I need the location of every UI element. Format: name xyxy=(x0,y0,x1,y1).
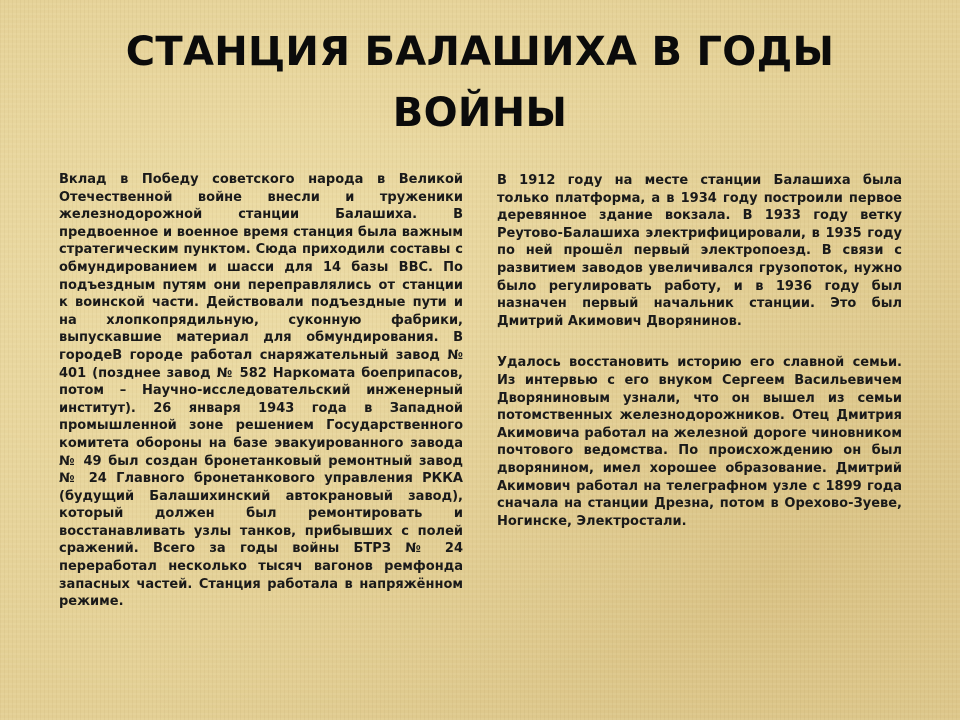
right-column-paragraph-2: Удалось восстановить историю его славной семьи. Из интервью с его внуком Сергеем Васильевичем Дворяниновым узнали, что он вышел из семьи потомственных железнодорожников. Отец Дмитрия Акимовича работал на железной дороге чиновником почтового ведомства. По происхождению он был дворянином, имел хорошее образование. Дмитрий Акимович работал на телеграфном узле с 1899 года сначала на станции Дрезна, потом в Орехово-Зуеве, Ногинске, Электростали. xyxy=(497,355,902,529)
right-column-paragraph-1: В 1912 году на месте станции Балашиха была только платформа, а в 1934 году построили первое деревянное здание вокзала. В 1933 году ветку Реутово-Балашиха электрифицировали, в 1935 году по ней прошёл первый электропоезд. В связи с развитием заводов увеличивался грузопоток, нужно было регулировать работу, и в 1936 году был назначен первый начальник станции. Это был Дмитрий Акимович Дворянинов. xyxy=(497,173,902,329)
slide-title: СТАНЦИЯ БАЛАШИХА В ГОДЫ ВОЙНЫ xyxy=(125,29,835,136)
left-column-text: Вклад в Победу советского народа в Великой Отечественной войне внесли и труженики железнодорожной станции Балашиха. В предвоенное и военное время станция была важным стратегическим пунктом. Сюда приходили составы с обмундированием и шасси для 14 базы ВВС. По подъездным путям они переправлялись от станции к воинской части. Действовали подъездные пути и на хлопкопрядильную, суконную фабрики, выпускавшие материал для обмундирования. В городеВ городе работал снаряжательный завод № 401 (позднее завод № 582 Наркомата боеприпасов, потом – Научно-исследовательский инженерный институт). 26 января 1943 года в Западной промышленной зоне решением Государственного комитета обороны на базе эвакуированного завода № 49 был создан бронетанковый ремонтный завод № 24 Главного бронетанкового управления РККА (будущий Балашихинский автокрановый завод), который должен был ремонтировать и восстанавливать узлы танков, прибывших с полей сражений. Всего за годы войны БТРЗ № 24 переработал несколько тысяч вагонов ремфонда запасных частей. Станция работала в напряжённом режиме. xyxy=(59,172,463,610)
right-column xyxy=(497,172,902,530)
